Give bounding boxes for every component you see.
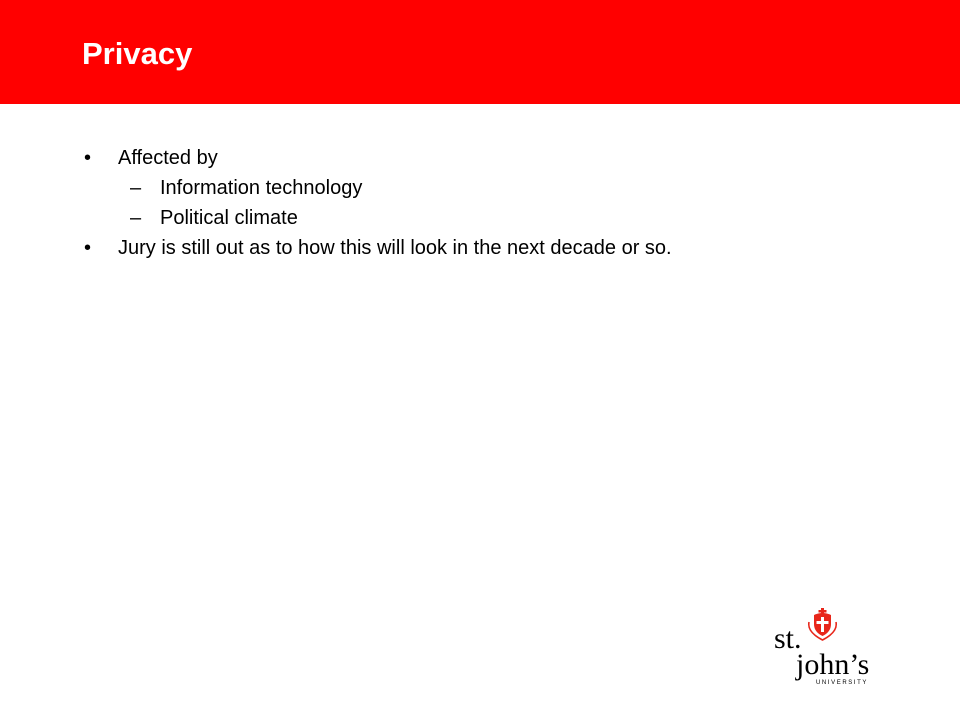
logo-word-johns: john’s <box>796 648 870 681</box>
bullet-text: Affected by <box>118 147 218 169</box>
shield-cross-icon <box>809 608 836 640</box>
dash-marker: – <box>130 177 142 199</box>
sub-bullet-item <box>84 176 924 206</box>
st-johns-university-logo <box>774 608 884 686</box>
sub-bullet-text: Information technology <box>160 177 363 199</box>
sub-bullet-text: Political climate <box>160 207 298 229</box>
bullet-item <box>84 236 924 266</box>
sub-bullet-item <box>84 206 924 236</box>
title-bar <box>0 0 960 104</box>
slide-content <box>84 146 924 266</box>
logo-word-university: UNIVERSITY <box>816 680 869 686</box>
bullet-marker: • <box>84 147 92 169</box>
slide-title: Privacy <box>82 36 193 71</box>
bullet-marker: • <box>84 237 92 259</box>
bullet-item <box>84 146 924 176</box>
bullet-text: Jury is still out as to how this will look in the next decade or so. <box>118 237 672 259</box>
logo-word-st: st. <box>774 622 802 655</box>
dash-marker: – <box>130 207 142 229</box>
